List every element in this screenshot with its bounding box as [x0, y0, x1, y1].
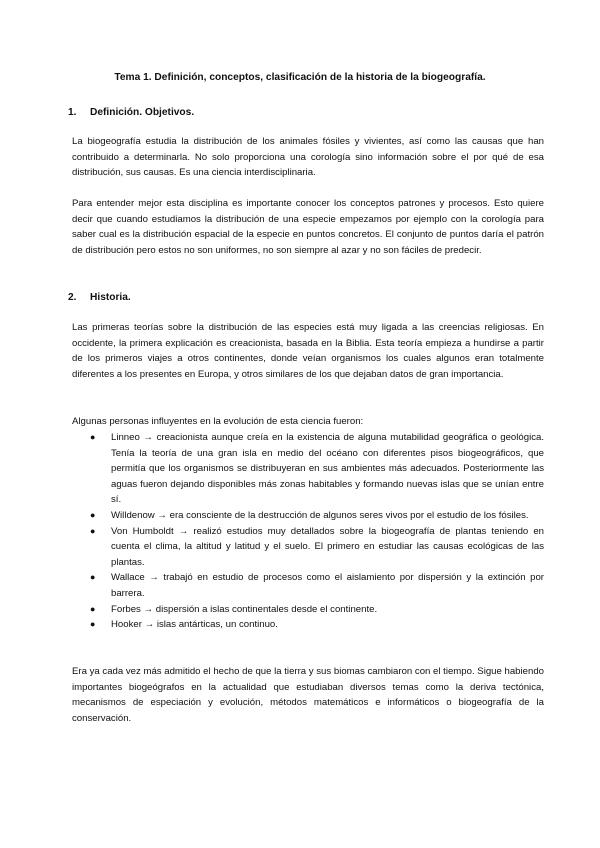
section-2-paragraph-1: Las primeras teorías sobre la distribución de las especies está muy ligada a las creencias religiosas. En occidente, la primera explicación es creacionista, basada en la Biblia. Esta teoría empieza a hundirse a partir de los primeros viajes a otros continentes, donde veían organismos los cuales algunos eran totalmente diferentes a los presentes en Europa, y otros similares de los que dejaban datos de gran importancia. — [72, 322, 544, 380]
list-item-forbes: ● Forbes → dispersión a islas continentales desde el continente. — [90, 602, 544, 618]
influential-people-list — [90, 430, 544, 633]
list-item-hooker: ● Hooker → islas antárticas, un continuo. — [90, 617, 544, 633]
section-2-intro: Algunas personas influyentes en la evolución de esta ciencia fueron: — [72, 416, 364, 427]
bullet-icon: ● — [90, 525, 96, 536]
bullet-icon: ● — [90, 619, 96, 630]
section-1-heading — [68, 107, 194, 118]
section-2-heading — [68, 292, 131, 303]
section-2-title: Historia. — [90, 292, 131, 303]
list-item-willdenow: ● Willdenow → era consciente de la destrucción de algunos seres vivos por el estudio de los fósiles. — [90, 508, 544, 524]
section-1-title: Definición. Objetivos. — [90, 107, 195, 118]
section-1-number: 1. — [68, 107, 77, 118]
section-1-paragraph-1: La biogeografía estudia la distribución de los animales fósiles y vivientes, así como las causas que han contribuido a determinarla. No solo proporciona una corología sino información sobre el por qué de esa distribución, sus causas. Es una ciencia interdisciplinaria. — [72, 136, 544, 179]
section-1-paragraph-2: Para entender mejor esta disciplina es importante conocer los conceptos patrones y procesos. Esto quiere decir que cuando estudiamos la distribución de una especie empezamos por ejemplo con la corología para saber cual es la distribución espacial de la especie en puntos concretos. El conjunto de puntos daría el patrón de distribución pero estos no son uniformes, no son siempre al azar y no son fáciles de predecir. — [72, 198, 544, 256]
bullet-icon: ● — [90, 432, 96, 442]
document-title: Tema 1. Definición, conceptos, clasificación de la historia de la biogeografía. — [114, 72, 486, 83]
list-item-linneo: ● Linneo → creacionista aunque creía en la existencia de alguna mutabilidad geográfica o geológica. Tenía la teoría de una gran isla en medio del océano con diferentes pisos biogeográficos, que permitía que los organismos se distribuyeran en sus ambientes más adecuados. Posteriormente las aguas fueron dejando disponibles más zonas habitables y formando nuevas islas que se unían entre sí. — [90, 432, 544, 506]
list-item-von-humboldt: ● Von Humboldt → realizó estudios muy detallados sobre la biogeografía de plantas teniendo en cuenta el clima, la altitud y latitud y el suelo. El primero en estudiar las causas ecológicas de las plantas. — [90, 525, 544, 568]
section-2-number: 2. — [68, 292, 77, 303]
list-item-wallace: ● Wallace → trabajó en estudio de procesos como el aislamiento por dispersión y la extinción por barrera. — [90, 572, 544, 599]
bullet-icon: ● — [90, 509, 96, 520]
bullet-icon: ● — [90, 572, 96, 583]
section-2-paragraph-2: Era ya cada vez más admitido el hecho de que la tierra y sus biomas cambiaron con el tiempo. Sigue habiendo importantes biogeógrafos en la actualidad que estudiaban diversos temas como la deriva tectónica, mecanismos de especiación y evolución, métodos matemáticos e informáticos o biogeografía de la conservación. — [72, 666, 544, 724]
bullet-icon: ● — [90, 603, 96, 614]
